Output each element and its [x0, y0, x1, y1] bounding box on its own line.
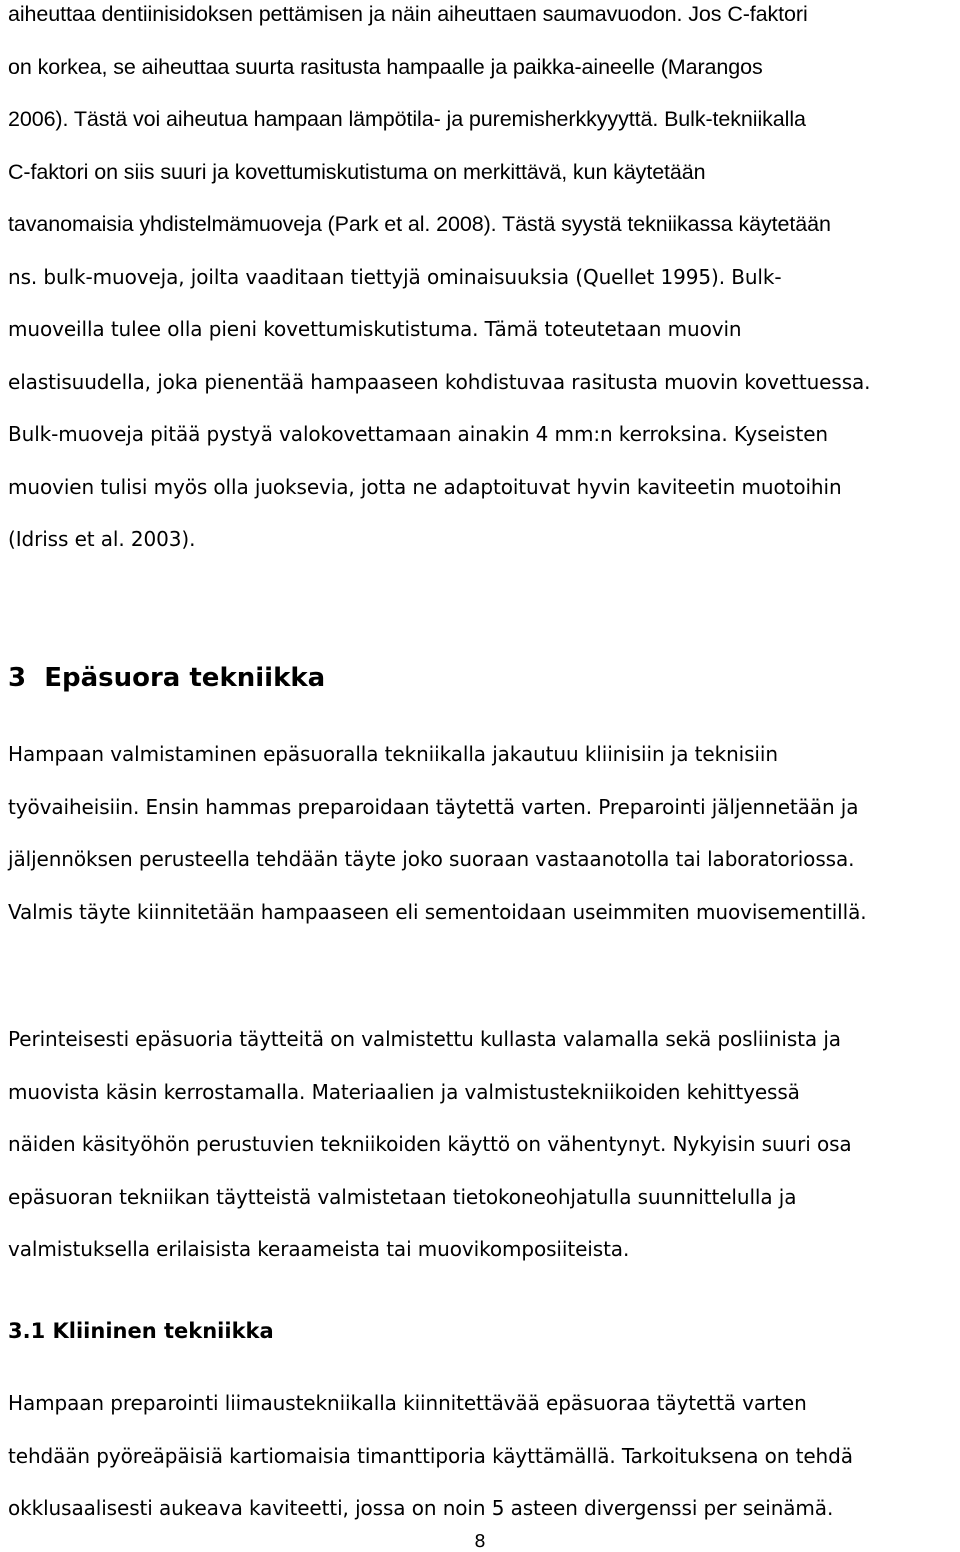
text-line: (Idriss et al. 2003). [8, 527, 196, 551]
text-line: Hampaan preparointi liimaustekniikalla kiinnitettävää epäsuoraa täytettä varten [8, 1391, 807, 1415]
text-line: Perinteisesti epäsuoria täytteitä on valmistettu kullasta valamalla sekä posliinista ja [8, 1027, 841, 1051]
text-line: okklusaalisesti aukeava kaviteetti, jossa on noin 5 asteen divergenssi per seinämä. [8, 1496, 834, 1520]
text-line: 2006). Tästä voi aiheutua hampaan lämpötila- ja puremisherkkyyyttä. Bulk-tekniikalla [8, 107, 806, 131]
text-line: muovien tulisi myös olla juoksevia, jotta ne adaptoituvat hyvin kaviteetin muotoihin [8, 474, 842, 499]
text-line: C-faktori on siis suuri ja kovettumiskutistuma on merkittävä, kun käytetään [8, 159, 706, 184]
section-paragraph [8, 1013, 852, 1276]
text-line: muoveilla tulee olla pieni kovettumiskutistuma. Tämä toteutetaan muovin [8, 317, 742, 341]
text-line: tehdään pyöreäpäisiä kartiomaisia timanttiporia käyttämällä. Tarkoituksena on tehdä [8, 1443, 853, 1468]
text-line: muovista käsin kerrostamalla. Materiaalien ja valmistustekniikoiden kehittyessä [8, 1079, 800, 1104]
text-line: työvaiheisiin. Ensin hammas preparoidaan täytettä varten. Preparointi jäljennetään ja [8, 794, 859, 819]
text-line: epäsuoran tekniikan täytteistä valmistetaan tietokoneohjatulla suunnittelulla ja [8, 1184, 797, 1209]
page-number: 8 [474, 1531, 486, 1552]
text-line: valmistuksella erilaisista keraameista tai muovikomposiiteista. [8, 1237, 630, 1261]
subsection-heading: 3.1 Kliininen tekniikka [8, 1319, 274, 1343]
text-line: näiden käsityöhön perustuvien tekniikoiden käyttö on vähentynyt. Nykyisin suuri osa [8, 1132, 852, 1156]
text-line: Bulk-muoveja pitää pystyä valokovettamaan ainakin 4 mm:n kerroksina. Kyseisten [8, 422, 828, 446]
text-line: aiheuttaa dentiinisidoksen pettämisen ja näin aiheuttaen saumavuodon. Jos C-faktori [8, 2, 808, 26]
text-line: jäljennöksen perusteella tehdään täyte joko suoraan vastaanotolla tai laboratoriossa. [8, 847, 855, 871]
text-line: Valmis täyte kiinnitetään hampaaseen eli sementoidaan useimmiten muovisementillä. [8, 899, 867, 924]
text-line: ns. bulk-muoveja, joilta vaaditaan tiettyjä ominaisuuksia (Quellet 1995). Bulk- [8, 264, 782, 289]
text-line: elastisuudella, joka pienentää hampaaseen kohdistuvaa rasitusta muovin kovettuessa. [8, 369, 871, 394]
text-line: tavanomaisia yhdistelmämuoveja (Park et al. 2008). Tästä syystä tekniikassa käytetään [8, 212, 831, 236]
intro-paragraph [8, 0, 870, 566]
subsection-paragraph [8, 1377, 853, 1535]
section-heading: 3 Epäsuora tekniikka [8, 663, 326, 693]
text-line: on korkea, se aiheuttaa suurta rasitusta hampaalle ja paikka-aineelle (Marangos [8, 54, 763, 79]
text-line: Hampaan valmistaminen epäsuoralla tekniikalla jakautuu kliinisiin ja teknisiin [8, 742, 778, 766]
section-paragraph [8, 728, 867, 938]
